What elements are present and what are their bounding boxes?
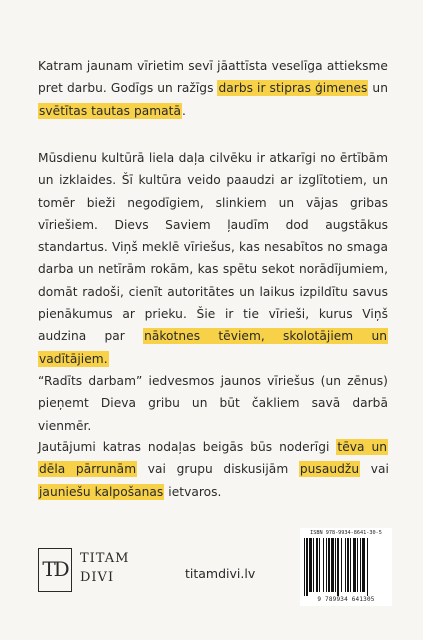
intro-paragraph (38, 55, 388, 122)
highlight-teenagers: pusaudžu (299, 462, 360, 477)
highlight-strong-family: darbs ir stipras ģimenes (218, 81, 368, 96)
text-span: vai (360, 462, 389, 477)
highlight-future-fathers: nākotnes tēviem, skolotājiem un vadītājiem. (39, 329, 388, 366)
text-span: Mūsdienu kultūrā liela daļa cilvēku ir atkarīgi no ērtībām un izklaides. Šī kultūra veido paaudzi ar izglītotiem, un tomēr bieži negodīgiem, slinkiem un vājas gribas vīriešiem. Dievs Saviem ļaudīm dod augstākus standartus. Viņš meklē vīriešus, kas nesabītos no smaga darba un netīrām rokām, kas spētu sekot norādījumiem, domāt radoši, cienīt autoritātes un laikus izpildītu savus pienākumus ar prieku. Šie ir tie vīrieši, kurus Viņš audzina par (38, 151, 388, 344)
publisher-name (80, 549, 129, 587)
isbn-label: ISBN 978-9934-8641-30-5 (310, 530, 382, 536)
text-span: . (182, 103, 186, 118)
publisher-mark: TD (38, 548, 72, 592)
highlight-youth-ministry: jauniešu kalpošanas (39, 484, 164, 499)
text-span: un (368, 81, 388, 96)
text-span: ietvaros. (164, 484, 222, 499)
highlight-father-son: tēva un dēla pārrunām (39, 440, 387, 477)
isbn-barcode-block (300, 528, 392, 606)
closing-paragraph (38, 436, 388, 503)
publisher-website: titamdivi.lv (185, 566, 256, 581)
publisher-name-line2: DIVI (80, 570, 115, 585)
barcode-icon (303, 538, 389, 596)
body-paragraph (38, 147, 388, 437)
text-span: Jautājumi katras nodaļas beigās būs noderīgi (38, 440, 337, 454)
text-span: Katram jaunam vīrietim sevī jāattīsta veselīga attieksme pret darbu. Godīgs un ražīgs (38, 59, 388, 96)
publisher-logo (38, 546, 148, 602)
highlight-blessed-nation: svētītas tautas pamatā (39, 103, 182, 118)
isbn-digits: 9 789934 641305 (317, 596, 375, 603)
text-span: vai grupu diskusijām (137, 462, 299, 477)
text-span: “Radīts darbam” iedvesmos jaunos vīriešus (un zēnus) pieņemt Dieva gribu un būt čakliem savā darbā vienmēr. (38, 373, 388, 433)
publisher-name-line1: TITAM (80, 551, 130, 566)
